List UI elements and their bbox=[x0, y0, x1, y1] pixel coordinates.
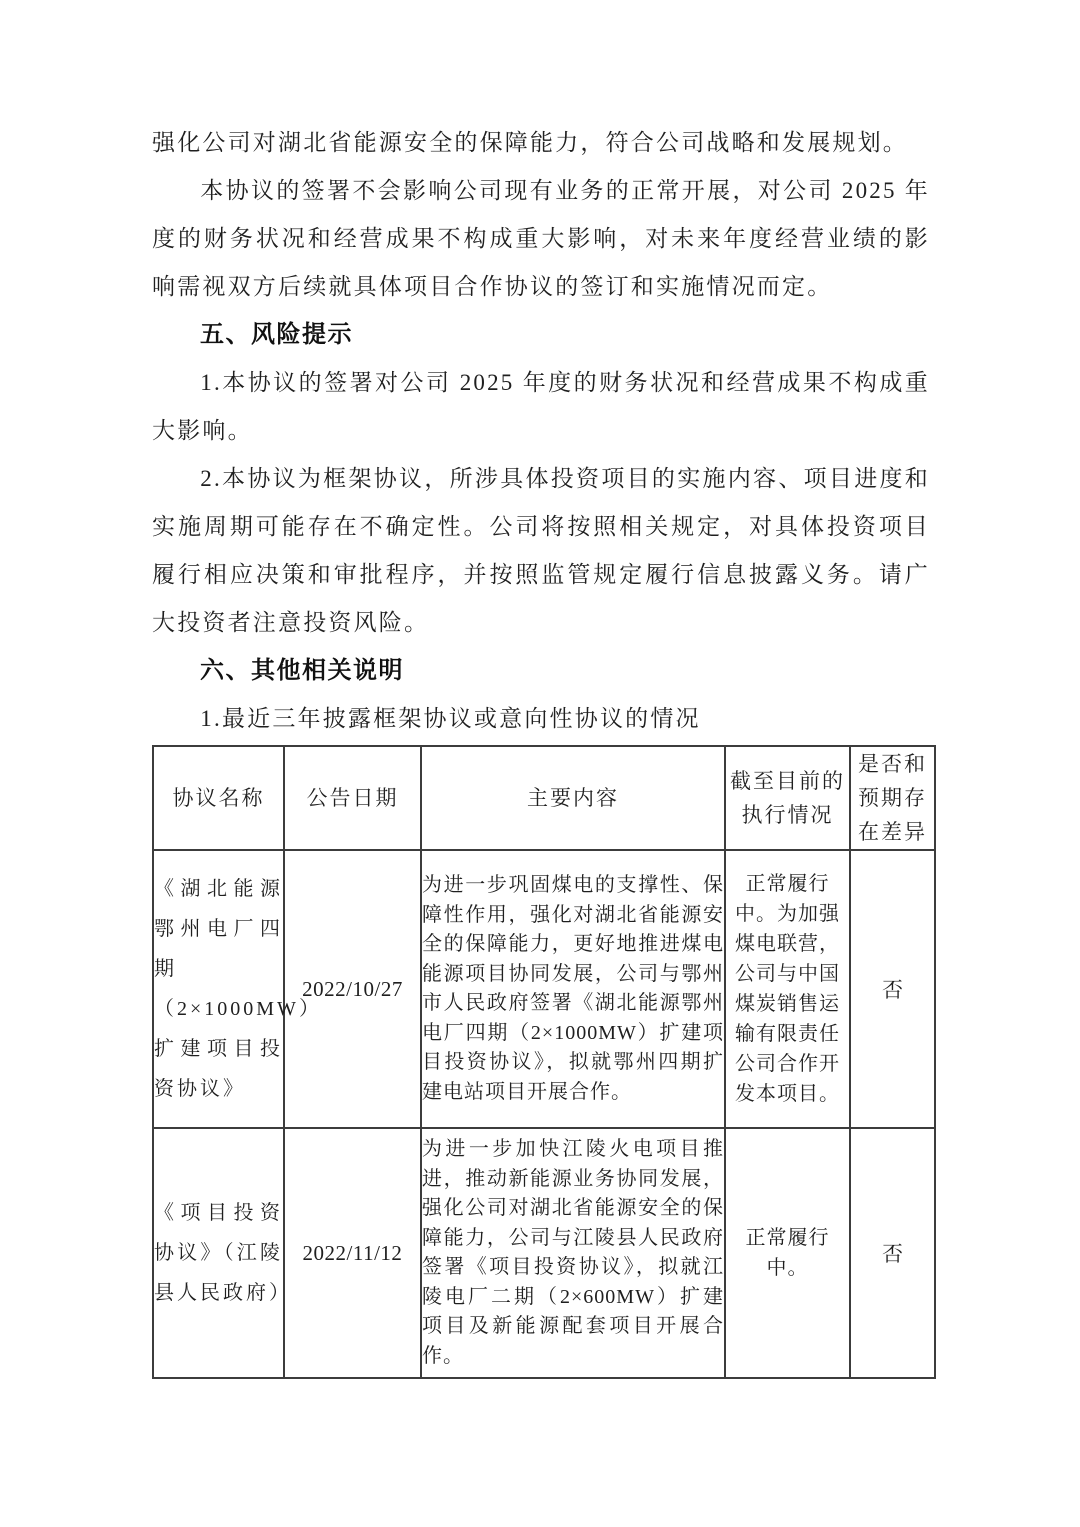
table-row bbox=[153, 850, 935, 1128]
expectation-difference: 否 bbox=[850, 850, 935, 1128]
framework-agreements-table bbox=[152, 745, 936, 1379]
header-agreement-name: 协议名称 bbox=[153, 746, 284, 850]
table-header-row bbox=[153, 746, 935, 850]
announcement-date: 2022/10/27 bbox=[284, 850, 421, 1128]
other-notes-item-1: 1.最近三年披露框架协议或意向性协议的情况 bbox=[200, 706, 701, 731]
announcement-date: 2022/11/12 bbox=[284, 1128, 421, 1378]
header-expectation-difference: 是否和预期存在差异 bbox=[850, 746, 935, 850]
main-content: 为进一步加快江陵火电项目推进，推动新能源业务协同发展，强化公司对湖北省能源安全的保障能力，公司与江陵县人民政府签署《项目投资协议》，拟就江陵电厂二期（2×600MW）扩建项目及新能源配套项目开展合作。 bbox=[421, 1128, 725, 1378]
expectation-difference: 否 bbox=[850, 1128, 935, 1378]
main-content: 为进一步巩固煤电的支撑性、保障性作用，强化对湖北省能源安全的保障能力，更好地推进煤电能源项目协同发展，公司与鄂州市人民政府签署《湖北能源鄂州电厂四期（2×1000MW）扩建项目投资协议》，拟就鄂州四期扩建电站项目开展合作。 bbox=[421, 850, 725, 1128]
risk-item-1: 1.本协议的签署对公司 2025 年度的财务状况和经营成果不构成重大影响。 bbox=[152, 370, 930, 443]
paragraph-signing-impact: 本协议的签署不会影响公司现有业务的正常开展，对公司 2025 年度的财务状况和经营成果不构成重大影响，对未来年度经营业绩的影响需视双方后续就具体项目合作协议的签订和实施情况而定。 bbox=[152, 178, 930, 299]
execution-status: 正常履行中。为加强煤电联营，公司与中国煤炭销售运输有限责任公司合作开发本项目。 bbox=[725, 850, 850, 1128]
agreement-name: 《项目投资协议》（江陵县人民政府） bbox=[153, 1128, 284, 1378]
risk-item-2: 2.本协议为框架协议，所涉具体投资项目的实施内容、项目进度和实施周期可能存在不确定性。公司将按照相关规定，对具体投资项目履行相应决策和审批程序，并按照监管规定履行信息披露义务。请广大投资者注意投资风险。 bbox=[152, 466, 930, 635]
agreement-name: 《湖北能源鄂州电厂四期（2×1000MW）扩建项目投资协议》 bbox=[153, 850, 284, 1128]
header-execution-status: 截至目前的执行情况 bbox=[725, 746, 850, 850]
header-announcement-date: 公告日期 bbox=[284, 746, 421, 850]
table-row bbox=[153, 1128, 935, 1378]
paragraph-strategy-fit: 强化公司对湖北省能源安全的保障能力，符合公司战略和发展规划。 bbox=[152, 130, 908, 155]
execution-status: 正常履行中。 bbox=[725, 1128, 850, 1378]
header-main-content: 主要内容 bbox=[421, 746, 725, 850]
section-heading-other-notes: 六、其他相关说明 bbox=[200, 657, 404, 684]
section-heading-risk-notice: 五、风险提示 bbox=[200, 321, 353, 348]
